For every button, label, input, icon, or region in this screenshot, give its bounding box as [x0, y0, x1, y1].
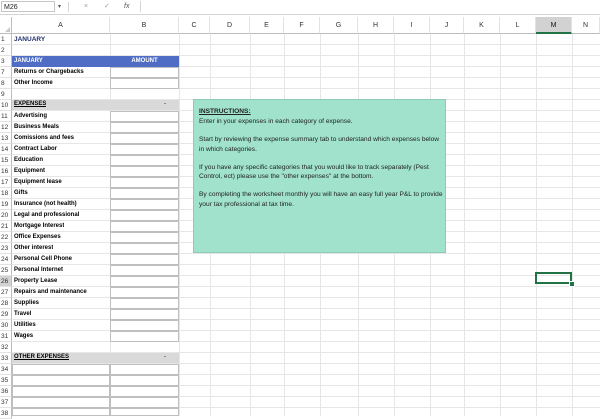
income-item[interactable]: Other Income	[14, 80, 53, 86]
row-header[interactable]: 10	[0, 100, 12, 111]
other-expenses-header-dash: -	[164, 354, 166, 360]
row-header[interactable]: 21	[0, 221, 12, 232]
expense-item[interactable]: Utilities	[14, 322, 36, 328]
formula-input[interactable]	[140, 1, 600, 12]
amount-cell[interactable]	[110, 210, 179, 221]
row-header[interactable]: 12	[0, 122, 12, 133]
amount-cell[interactable]	[110, 254, 179, 265]
select-all-corner[interactable]	[0, 17, 12, 34]
income-header-amount[interactable]: AMOUNT	[131, 58, 158, 64]
instructions-heading: INSTRUCTIONS:	[199, 108, 251, 115]
amount-cell[interactable]	[110, 287, 179, 298]
amount-cell[interactable]	[110, 397, 179, 408]
active-cell-selection[interactable]	[535, 272, 572, 284]
column-header-e[interactable]: E	[250, 17, 284, 34]
row-header[interactable]: 2	[0, 45, 12, 56]
expense-item[interactable]: Advertising	[14, 113, 48, 119]
row-header[interactable]: 1	[0, 34, 12, 45]
amount-cell[interactable]	[110, 78, 179, 89]
amount-cell[interactable]	[110, 386, 179, 397]
expense-item[interactable]: Mortgage Interest	[14, 223, 65, 229]
row-header[interactable]: 24	[0, 254, 12, 265]
amount-cell[interactable]	[110, 265, 179, 276]
expense-item[interactable]: Equipment lease	[14, 179, 62, 185]
other-expenses-header-label[interactable]: OTHER EXPENSES	[14, 354, 70, 360]
other-expense-name-cell[interactable]	[12, 408, 110, 416]
amount-cell[interactable]	[110, 331, 179, 342]
income-item[interactable]: Returns or Chargebacks	[14, 69, 84, 75]
formula-bar	[0, 0, 600, 15]
expense-item[interactable]: Property Lease	[14, 278, 58, 284]
amount-cell[interactable]	[110, 320, 179, 331]
column-header-i[interactable]: I	[394, 17, 430, 34]
expenses-header-dash: -	[164, 101, 166, 107]
expense-item[interactable]: Equipment	[14, 168, 45, 174]
expense-item[interactable]: Repairs and maintenance	[14, 289, 87, 295]
amount-cell[interactable]	[110, 276, 179, 287]
amount-cell[interactable]	[110, 309, 179, 320]
row-header[interactable]: 28	[0, 298, 12, 309]
instructions-paragraph: Start by reviewing the expense summary tab to understand which expenses below in which categories.	[199, 135, 440, 153]
amount-cell[interactable]	[110, 243, 179, 254]
amount-cell[interactable]	[110, 375, 179, 386]
row-header[interactable]: 23	[0, 243, 12, 254]
column-header-c[interactable]: C	[179, 17, 210, 34]
row-header[interactable]: 35	[0, 375, 12, 386]
column-header-d[interactable]: D	[210, 17, 250, 34]
row-header[interactable]: 14	[0, 144, 12, 155]
other-expense-name-cell[interactable]	[12, 364, 110, 375]
amount-cell[interactable]	[110, 364, 179, 375]
row-header[interactable]: 8	[0, 78, 12, 89]
row-header-selected[interactable]: 26	[0, 276, 12, 287]
amount-cell[interactable]	[110, 298, 179, 309]
row-header[interactable]: 15	[0, 155, 12, 166]
enter-icon[interactable]: ✓	[104, 3, 110, 10]
other-expense-name-cell[interactable]	[12, 397, 110, 408]
instructions-paragraph: Enter in your expenses in each category of expense.	[199, 117, 353, 125]
row-header[interactable]: 33	[0, 353, 12, 364]
amount-cell[interactable]	[110, 408, 179, 416]
expense-item[interactable]: Contract Labor	[14, 146, 58, 152]
name-box[interactable]: M26	[1, 1, 55, 12]
row-header[interactable]: 9	[0, 89, 12, 100]
row-header[interactable]: 30	[0, 320, 12, 331]
expense-item[interactable]: Wages	[14, 333, 34, 339]
expense-item[interactable]: Gifts	[14, 190, 28, 196]
insert-function-icon[interactable]: fx	[124, 3, 130, 10]
amount-cell[interactable]	[110, 155, 179, 166]
amount-cell[interactable]	[110, 122, 179, 133]
column-header-f[interactable]: F	[284, 17, 320, 34]
amount-cell[interactable]	[110, 232, 179, 243]
row-header[interactable]: 27	[0, 287, 12, 298]
row-header[interactable]: 25	[0, 265, 12, 276]
column-header-k[interactable]: K	[464, 17, 500, 34]
row-header[interactable]: 7	[0, 67, 12, 78]
amount-cell[interactable]	[110, 199, 179, 210]
expense-item[interactable]: Other interest	[14, 245, 54, 251]
amount-cell[interactable]	[110, 133, 179, 144]
row-header[interactable]: 20	[0, 210, 12, 221]
row-header[interactable]: 16	[0, 166, 12, 177]
expense-item[interactable]: Office Expenses	[14, 234, 61, 240]
expenses-header-label[interactable]: EXPENSES	[14, 101, 47, 107]
column-header-h[interactable]: H	[358, 17, 394, 34]
row-header[interactable]: 31	[0, 331, 12, 342]
amount-cell[interactable]	[110, 188, 179, 199]
amount-cell[interactable]	[110, 177, 179, 188]
expense-item[interactable]: Comissions and fees	[14, 135, 75, 141]
row-header[interactable]: 19	[0, 199, 12, 210]
column-header-m[interactable]: M	[536, 17, 572, 34]
fill-handle[interactable]	[569, 281, 575, 287]
row-header[interactable]: 36	[0, 386, 12, 397]
formula-bar-divider	[68, 2, 69, 12]
instructions-box[interactable]	[193, 99, 446, 253]
amount-cell[interactable]	[110, 111, 179, 122]
row-header[interactable]: 22	[0, 232, 12, 243]
column-header-l[interactable]: L	[500, 17, 536, 34]
expense-item[interactable]: Insurance (not health)	[14, 201, 77, 207]
expense-item[interactable]: Personal Internet	[14, 267, 64, 273]
row-header[interactable]: 17	[0, 177, 12, 188]
row-header[interactable]: 3	[0, 56, 12, 67]
row-header[interactable]: 29	[0, 309, 12, 320]
cancel-icon[interactable]: ×	[84, 3, 89, 10]
instructions-paragraph: By completing the worksheet monthly you will have an easy full year P&L to provide your tax professional at tax time.	[199, 191, 443, 209]
expense-item[interactable]: Travel	[14, 311, 32, 317]
column-header-n[interactable]: N	[572, 17, 600, 34]
row-header[interactable]: 18	[0, 188, 12, 199]
expense-item[interactable]: Supplies	[14, 300, 40, 306]
row-header[interactable]: 32	[0, 342, 12, 353]
column-header-j[interactable]: J	[430, 17, 464, 34]
column-header-b[interactable]: B	[110, 17, 179, 34]
column-header-a[interactable]: A	[12, 17, 110, 34]
other-expense-name-cell[interactable]	[12, 375, 110, 386]
amount-cell[interactable]	[110, 166, 179, 177]
instructions-paragraph: If you have any specific categories that you would like to track separately (Pest Control, ect) please use the "other expenses" at the bottom.	[199, 163, 429, 181]
other-expense-name-cell[interactable]	[12, 386, 110, 397]
amount-cell[interactable]	[110, 144, 179, 155]
amount-cell[interactable]	[110, 221, 179, 232]
expense-item[interactable]: Legal and professional	[14, 212, 80, 218]
expense-item[interactable]: Personal Cell Phone	[14, 256, 73, 262]
name-box-dropdown-icon[interactable]: ▾	[58, 4, 62, 10]
amount-cell[interactable]	[110, 67, 179, 78]
column-header-g[interactable]: G	[320, 17, 358, 34]
row-header[interactable]: 37	[0, 397, 12, 408]
row-header[interactable]: 34	[0, 364, 12, 375]
row-header[interactable]: 13	[0, 133, 12, 144]
expense-item[interactable]: Business Meals	[14, 124, 60, 130]
expense-item[interactable]: Education	[14, 157, 44, 163]
row-header[interactable]: 11	[0, 111, 12, 122]
sheet-title[interactable]: JANUARY	[14, 36, 46, 43]
row-header[interactable]: 38	[0, 408, 12, 419]
income-header-label[interactable]: JANUARY	[14, 58, 43, 64]
